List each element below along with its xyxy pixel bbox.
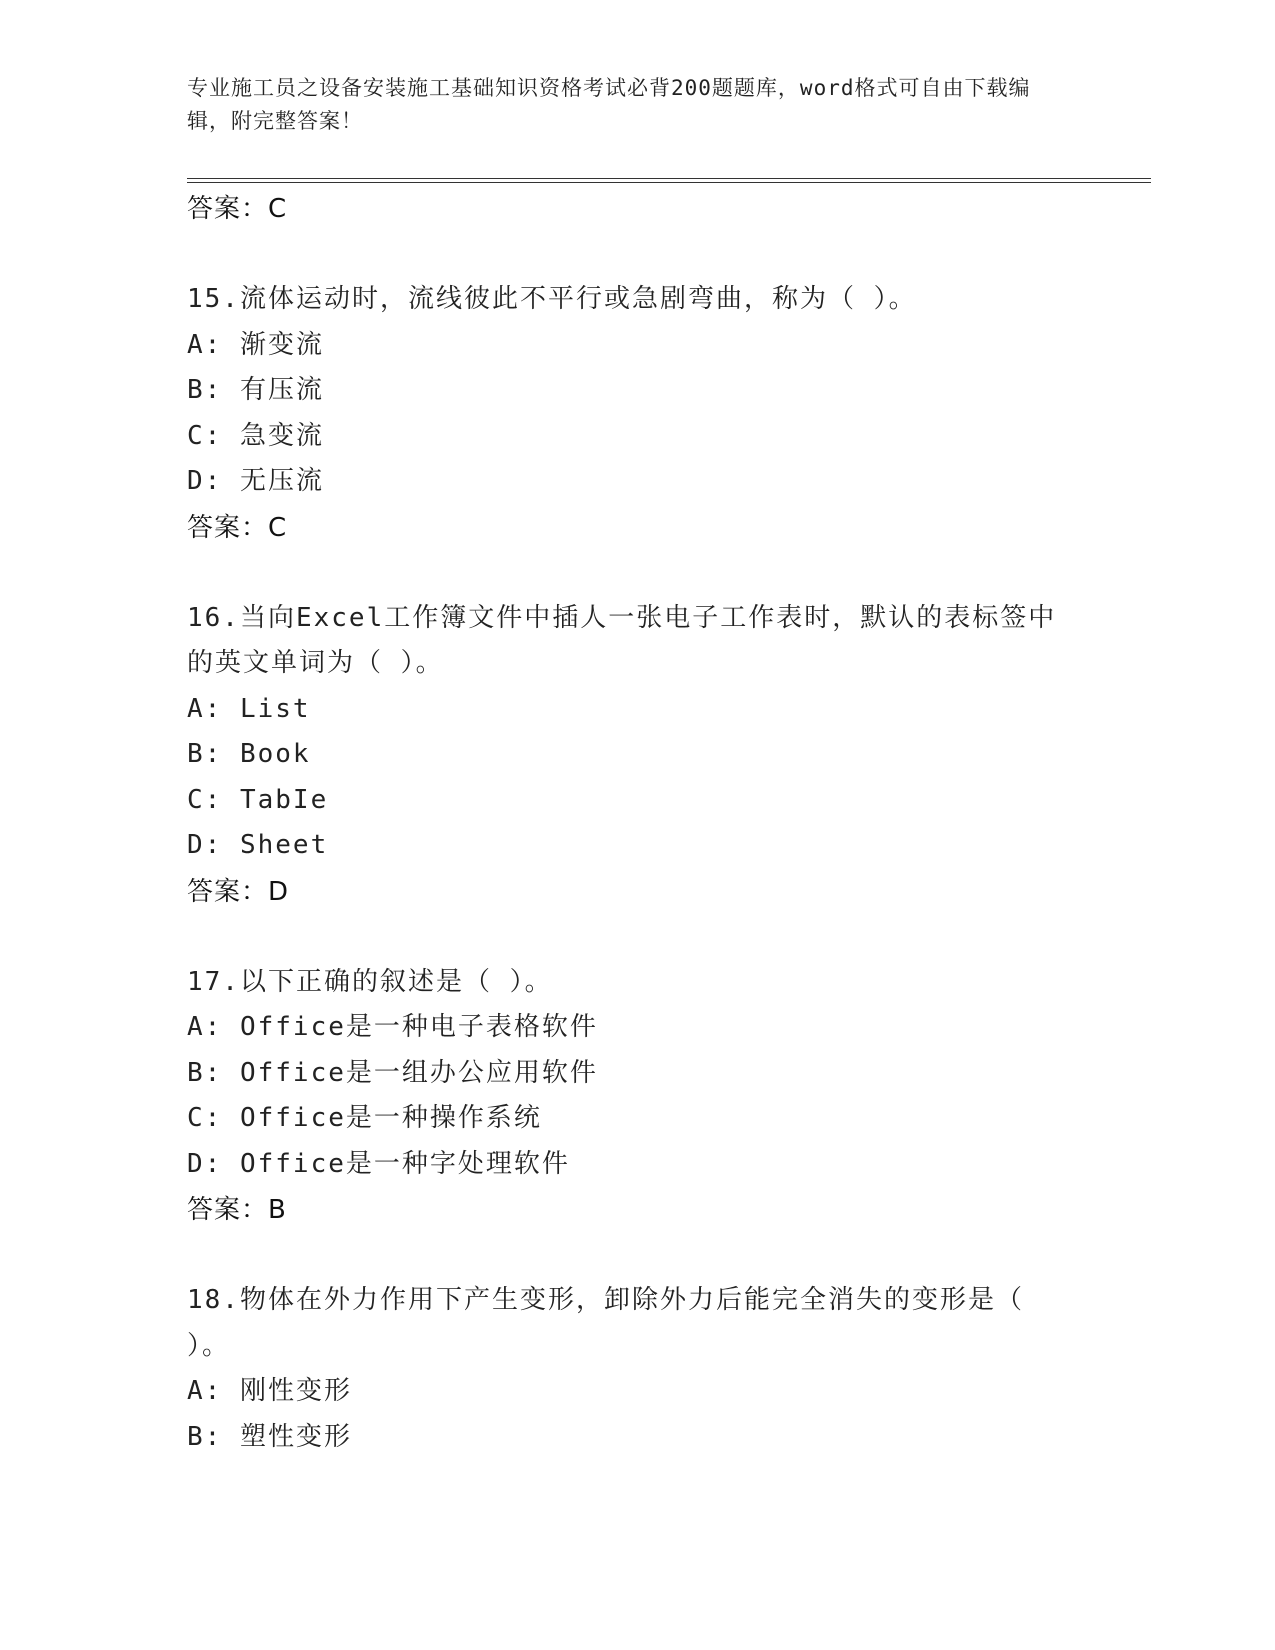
question-block-16 [187,596,1087,915]
answer-14: 答案：C [187,194,288,224]
question-text: 16.当向Excel工作簿文件中插人一张电子工作表时，默认的表标签中的英文单词为（ ）。 [187,602,1057,678]
spacer [187,1233,1087,1278]
question-list [187,186,1087,1460]
option-a: A: 渐变流 [187,329,324,360]
question-text: 17.以下正确的叙述是（ ）。 [187,966,553,997]
option-c: C: Office是一种操作系统 [187,1103,542,1133]
option-a: A: 刚性变形 [187,1376,352,1406]
option-b: B: Book [187,739,311,769]
answer-15: 答案：C [187,512,288,543]
answer-17: 答案：B [187,1195,287,1225]
spacer [187,551,1087,596]
spacer [187,232,1087,277]
option-b: B: 有压流 [187,375,324,405]
header-title: 专业施工员之设备安装施工基础知识资格考试必背200题题库，word格式可自由下载编辑，附完整答案！ [187,76,1031,133]
question-block-17 [187,960,1087,1234]
header-rule-top [187,178,1151,179]
option-c: C: 急变流 [187,420,324,451]
option-d: D: Office是一种字处理软件 [187,1148,570,1179]
option-d: D: Sheet [187,830,329,860]
header-rule-bottom [187,182,1151,183]
option-b: B: 塑性变形 [187,1421,352,1452]
answer-16: 答案：D [187,876,290,907]
option-a: A: Office是一种电子表格软件 [187,1012,598,1042]
question-text: 15.流体运动时，流线彼此不平行或急剧弯曲，称为（ ）。 [187,284,917,314]
document-header [187,72,1067,138]
option-d: D: 无压流 [187,466,324,496]
option-a: A: List [187,693,311,724]
spacer [187,915,1087,960]
question-block-18 [187,1278,1087,1460]
option-c: C: TabIe [187,784,329,815]
option-b: B: Office是一组办公应用软件 [187,1057,598,1088]
question-block-15 [187,277,1087,551]
question-text: 18.物体在外力作用下产生变形，卸除外力后能完全消失的变形是（ ）。 [187,1285,1024,1361]
